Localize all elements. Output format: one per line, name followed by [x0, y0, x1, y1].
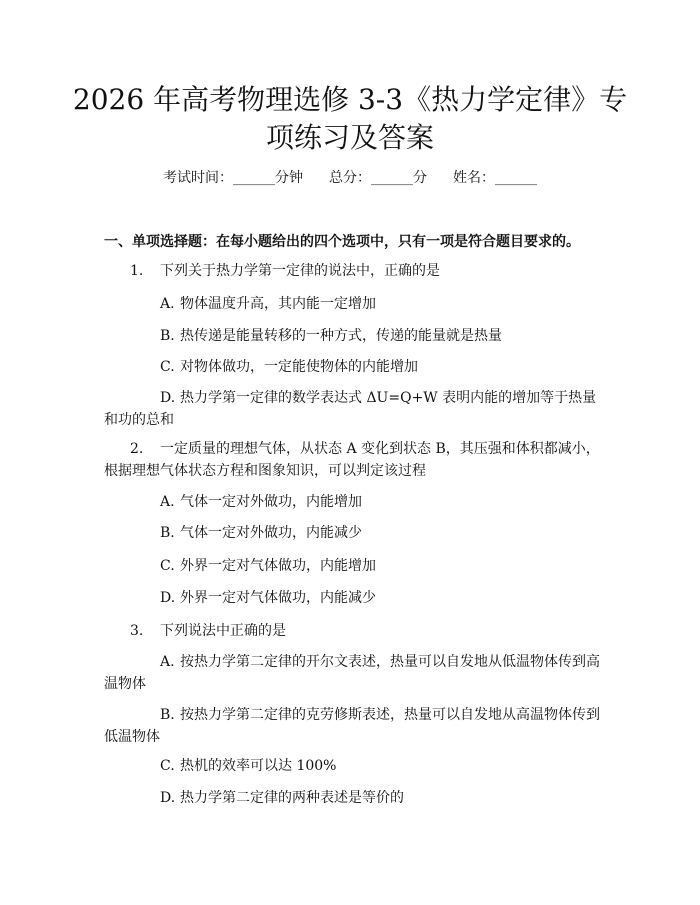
option-label: B. — [160, 525, 175, 541]
exam-meta-line — [0, 168, 700, 188]
question-1-stem — [104, 260, 600, 282]
question-3-option-d — [104, 787, 600, 809]
name-field: 姓名：______ — [453, 170, 537, 186]
option-text: 外界一定对气体做功，内能增加 — [180, 558, 376, 574]
question-1-option-d — [104, 387, 600, 431]
option-text: 气体一定对外做功，内能增加 — [180, 494, 362, 510]
option-text: 对物体做功，一定能使物体的内能增加 — [180, 359, 418, 375]
option-text: 热力学第一定律的数学表达式 ΔU=Q+W 表明内能的增加等于热量和功的总和 — [104, 390, 597, 428]
option-label: B. — [160, 707, 175, 723]
document-title-line-1: 2026 年高考物理选修 3-3《热力学定律》专 — [72, 83, 628, 116]
option-label: C. — [160, 558, 175, 574]
option-text: 热机的效率可以达 100% — [180, 758, 337, 774]
option-text: 热传递是能量转移的一种方式，传递的能量就是热量 — [180, 328, 502, 344]
question-3-stem — [104, 620, 600, 642]
question-2-option-d — [104, 587, 600, 609]
option-label: A. — [160, 654, 175, 670]
option-text: 物体温度升高，其内能一定增加 — [180, 296, 376, 312]
question-2-stem — [104, 438, 600, 482]
option-text: 按热力学第二定律的克劳修斯表述，热量可以自发地从高温物体传到低温物体 — [104, 707, 600, 745]
option-label: B. — [160, 328, 175, 344]
question-2-number: 2. — [130, 441, 144, 457]
question-3-number: 3. — [130, 623, 144, 639]
option-label: C. — [160, 758, 175, 774]
question-1-option-a — [104, 293, 600, 315]
option-label: A. — [160, 494, 175, 510]
question-3-option-b — [104, 704, 600, 748]
question-2-option-b — [104, 522, 600, 544]
option-label: D. — [160, 390, 176, 406]
question-1-option-c — [104, 356, 600, 378]
document-title-line-2: 项练习及答案 — [265, 121, 434, 154]
option-label: C. — [160, 359, 175, 375]
option-label: D. — [160, 590, 176, 606]
question-1-number: 1. — [130, 263, 144, 279]
question-2-option-a — [104, 491, 600, 513]
option-text: 热力学第二定律的两种表述是等价的 — [180, 790, 404, 806]
question-3-text: 下列说法中正确的是 — [160, 623, 286, 639]
option-text: 气体一定对外做功，内能减少 — [180, 525, 362, 541]
question-3-option-a — [104, 651, 600, 695]
option-text: 按热力学第二定律的开尔文表述，热量可以自发地从低温物体传到高温物体 — [104, 654, 600, 692]
question-2-option-c — [104, 555, 600, 577]
option-label: D. — [160, 790, 176, 806]
total-score-field: 总分：______分 — [329, 170, 427, 186]
question-1-text: 下列关于热力学第一定律的说法中，正确的是 — [160, 263, 440, 279]
section-heading: 一、单项选择题：在每小题给出的四个选项中，只有一项是符合题目要求的。 — [104, 234, 580, 250]
question-2-text: 一定质量的理想气体，从状态 A 变化到状态 B，其压强和体积都减小，根据理想气体状态方程和图象知识，可以判定该过程 — [104, 441, 600, 479]
question-1-option-b — [104, 325, 600, 347]
option-label: A. — [160, 296, 175, 312]
option-text: 外界一定对气体做功，内能减少 — [180, 590, 376, 606]
exam-time-field: 考试时间：______分钟 — [163, 170, 303, 186]
question-3-option-c — [104, 755, 600, 777]
